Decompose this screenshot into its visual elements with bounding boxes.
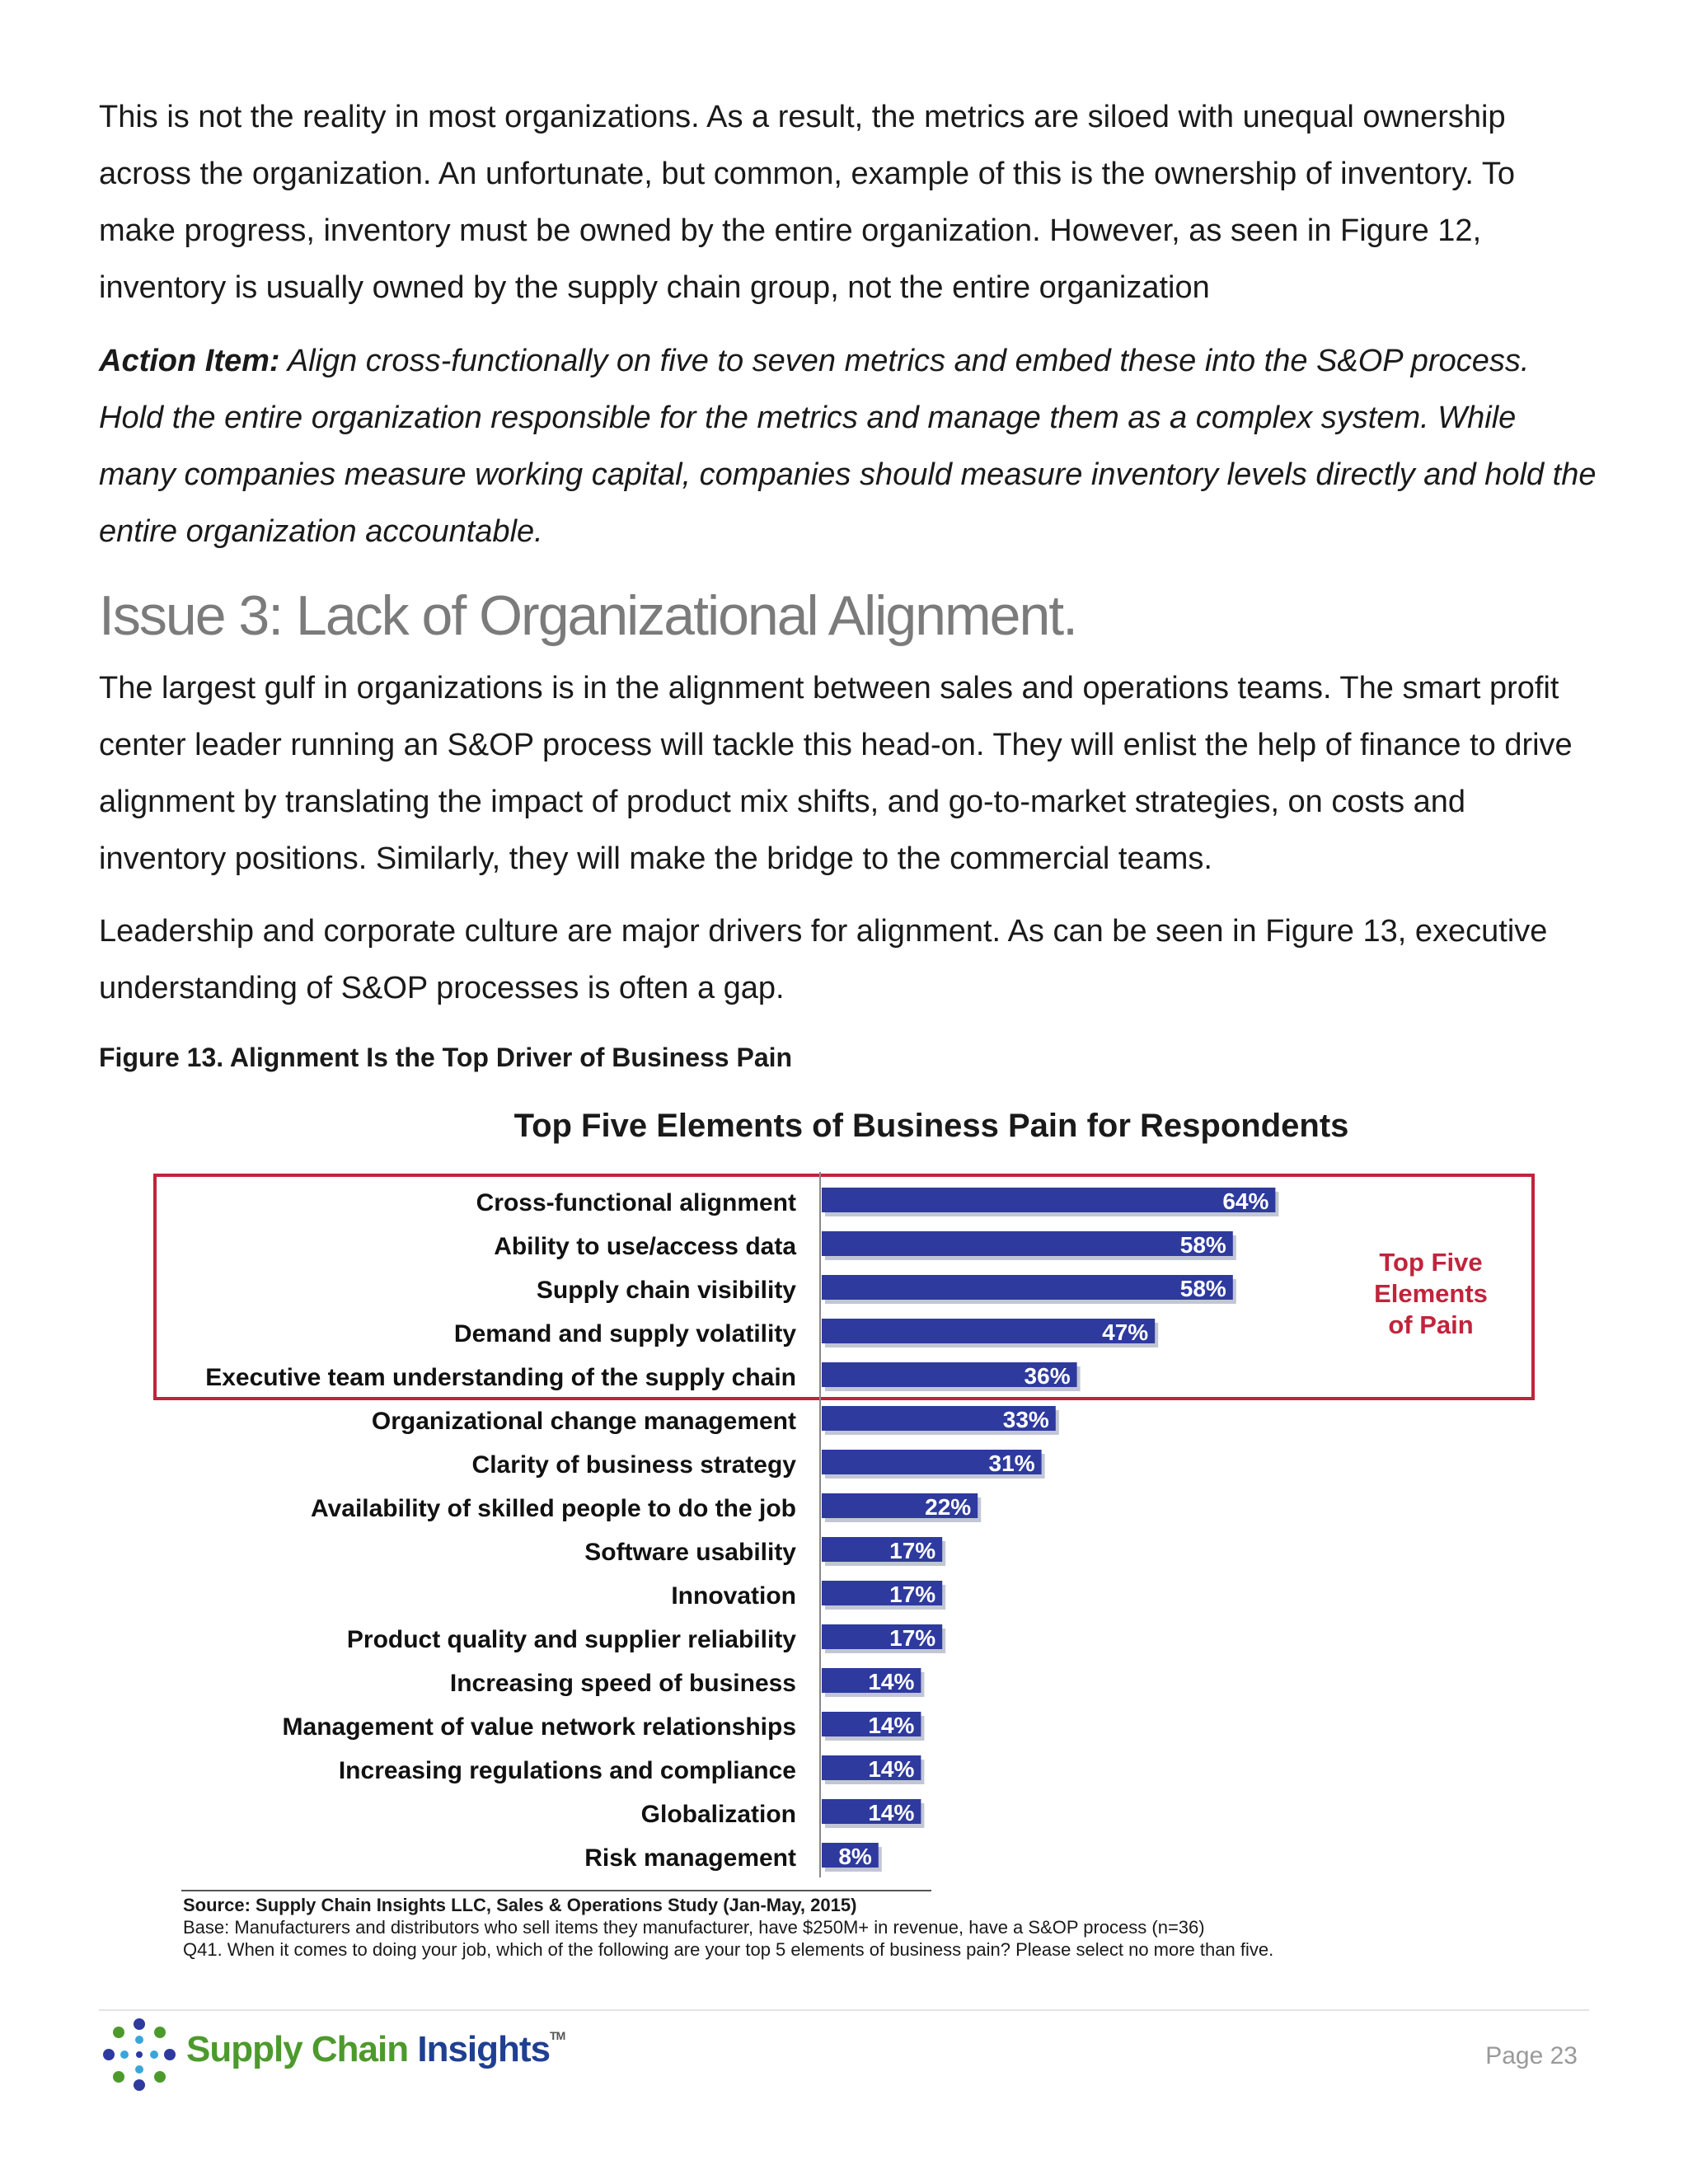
figure-caption: Figure 13. Alignment Is the Top Driver of Business Pain: [99, 1043, 793, 1072]
source-line: Source: Supply Chain Insights LLC, Sales & Operations Study (Jan-May, 2015): [183, 1895, 857, 1915]
bar: [822, 1231, 1233, 1256]
logo-trademark: TM: [550, 2029, 565, 2042]
bar-value-label: 64%: [1222, 1188, 1269, 1214]
action-item-label: Action Item:: [99, 344, 280, 378]
category-label: Increasing speed of business: [449, 1670, 796, 1697]
bar-value-label: 14%: [868, 1669, 915, 1694]
category-label: Globalization: [640, 1801, 796, 1828]
base-line: Base: Manufacturers and distributors who sell items they manufacturer, have $250M+ in revenue, have a S&OP process (n=36): [183, 1917, 1205, 1938]
page-number: Page 23: [1485, 2042, 1578, 2069]
category-label: Cross-functional alignment: [476, 1189, 796, 1216]
bar-value-label: 36%: [1024, 1363, 1071, 1389]
bar-value-label: 8%: [838, 1844, 872, 1869]
category-label: Demand and supply volatility: [453, 1320, 796, 1347]
bar-value-label: 58%: [1179, 1276, 1226, 1301]
bar-value-label: 14%: [868, 1756, 915, 1782]
bar-value-label: 31%: [988, 1451, 1035, 1476]
logo-wordmark: [186, 2029, 565, 2070]
chart-title: Top Five Elements of Business Pain for Respondents: [513, 1108, 1349, 1144]
logo-text-insights: Insights: [417, 2029, 551, 2069]
supply-chain-insights-logo-icon: [102, 2018, 176, 2092]
footer-divider: [99, 2009, 1589, 2011]
action-item-text: Align cross-functionally on five to seven metrics and embed these into the S&OP process. Hold the entire organization responsible for the metrics and manage them as a complex system. While many companies measure working capital, companies should measure inventory levels directly and hold the entire organization accountable.: [99, 344, 1597, 549]
bar: [822, 1188, 1275, 1212]
question-line: Q41. When it comes to doing your job, which of the following are your top 5 elements of business pain? Please select no more than five.: [183, 1939, 1274, 1960]
category-label: Executive team understanding of the supply chain: [205, 1364, 796, 1391]
category-label: Management of value network relationships: [282, 1713, 796, 1741]
bar-value-label: 17%: [889, 1582, 936, 1607]
logo-text-supply-chain: Supply Chain: [186, 2029, 409, 2069]
category-label: Supply chain visibility: [536, 1277, 796, 1304]
category-label: Software usability: [584, 1539, 796, 1566]
bar-value-label: 58%: [1179, 1232, 1226, 1258]
bar: [822, 1275, 1233, 1300]
highlight-annotation: Elements: [1374, 1279, 1488, 1308]
highlight-annotation: Top Five: [1379, 1248, 1483, 1277]
bar-value-label: 22%: [925, 1494, 972, 1520]
bar-value-label: 17%: [889, 1538, 936, 1563]
category-label: Clarity of business strategy: [471, 1451, 796, 1479]
bar-value-label: 47%: [1102, 1319, 1149, 1345]
alignment-paragraph: The largest gulf in organizations is in the alignment between sales and operations teams. The smart profit center leader running an S&OP process will tackle this head-on. They will enlist the help of finance to drive alignment by translating the impact of product mix shifts, and go-to-market strategies, on costs and inventory positions. Similarly, they will make the bridge to the commercial teams.: [99, 671, 1573, 876]
bar-value-label: 17%: [889, 1625, 936, 1651]
intro-paragraph: This is not the reality in most organizations. As a result, the metrics are siloed with unequal ownership across the organization. An unfortunate, but common, example of this is the ownership of inventory. To make progress, inventory must be owned by the entire organization. However, as seen in Figure 12, inventory is usually owned by the supply chain group, not the entire organization: [99, 100, 1515, 305]
bar-value-label: 14%: [868, 1713, 915, 1738]
highlight-annotation: of Pain: [1388, 1310, 1474, 1339]
category-label: Product quality and supplier reliability: [346, 1626, 796, 1653]
issue-heading: Issue 3: Lack of Organizational Alignment.: [99, 584, 1077, 647]
category-label: Organizational change management: [371, 1408, 796, 1435]
category-label: Ability to use/access data: [494, 1233, 796, 1260]
category-label: Innovation: [671, 1582, 796, 1610]
category-label: Increasing regulations and compliance: [338, 1757, 796, 1784]
category-label: Risk management: [584, 1844, 796, 1872]
category-label: Availability of skilled people to do the job: [311, 1495, 796, 1522]
leadership-paragraph: Leadership and corporate culture are major drivers for alignment. As can be seen in Figure 13, executive understanding of S&OP processes is often a gap.: [99, 914, 1548, 1005]
chart-source: [183, 1894, 1584, 1961]
bar-value-label: 33%: [1002, 1407, 1049, 1432]
bar-value-label: 14%: [868, 1800, 915, 1825]
